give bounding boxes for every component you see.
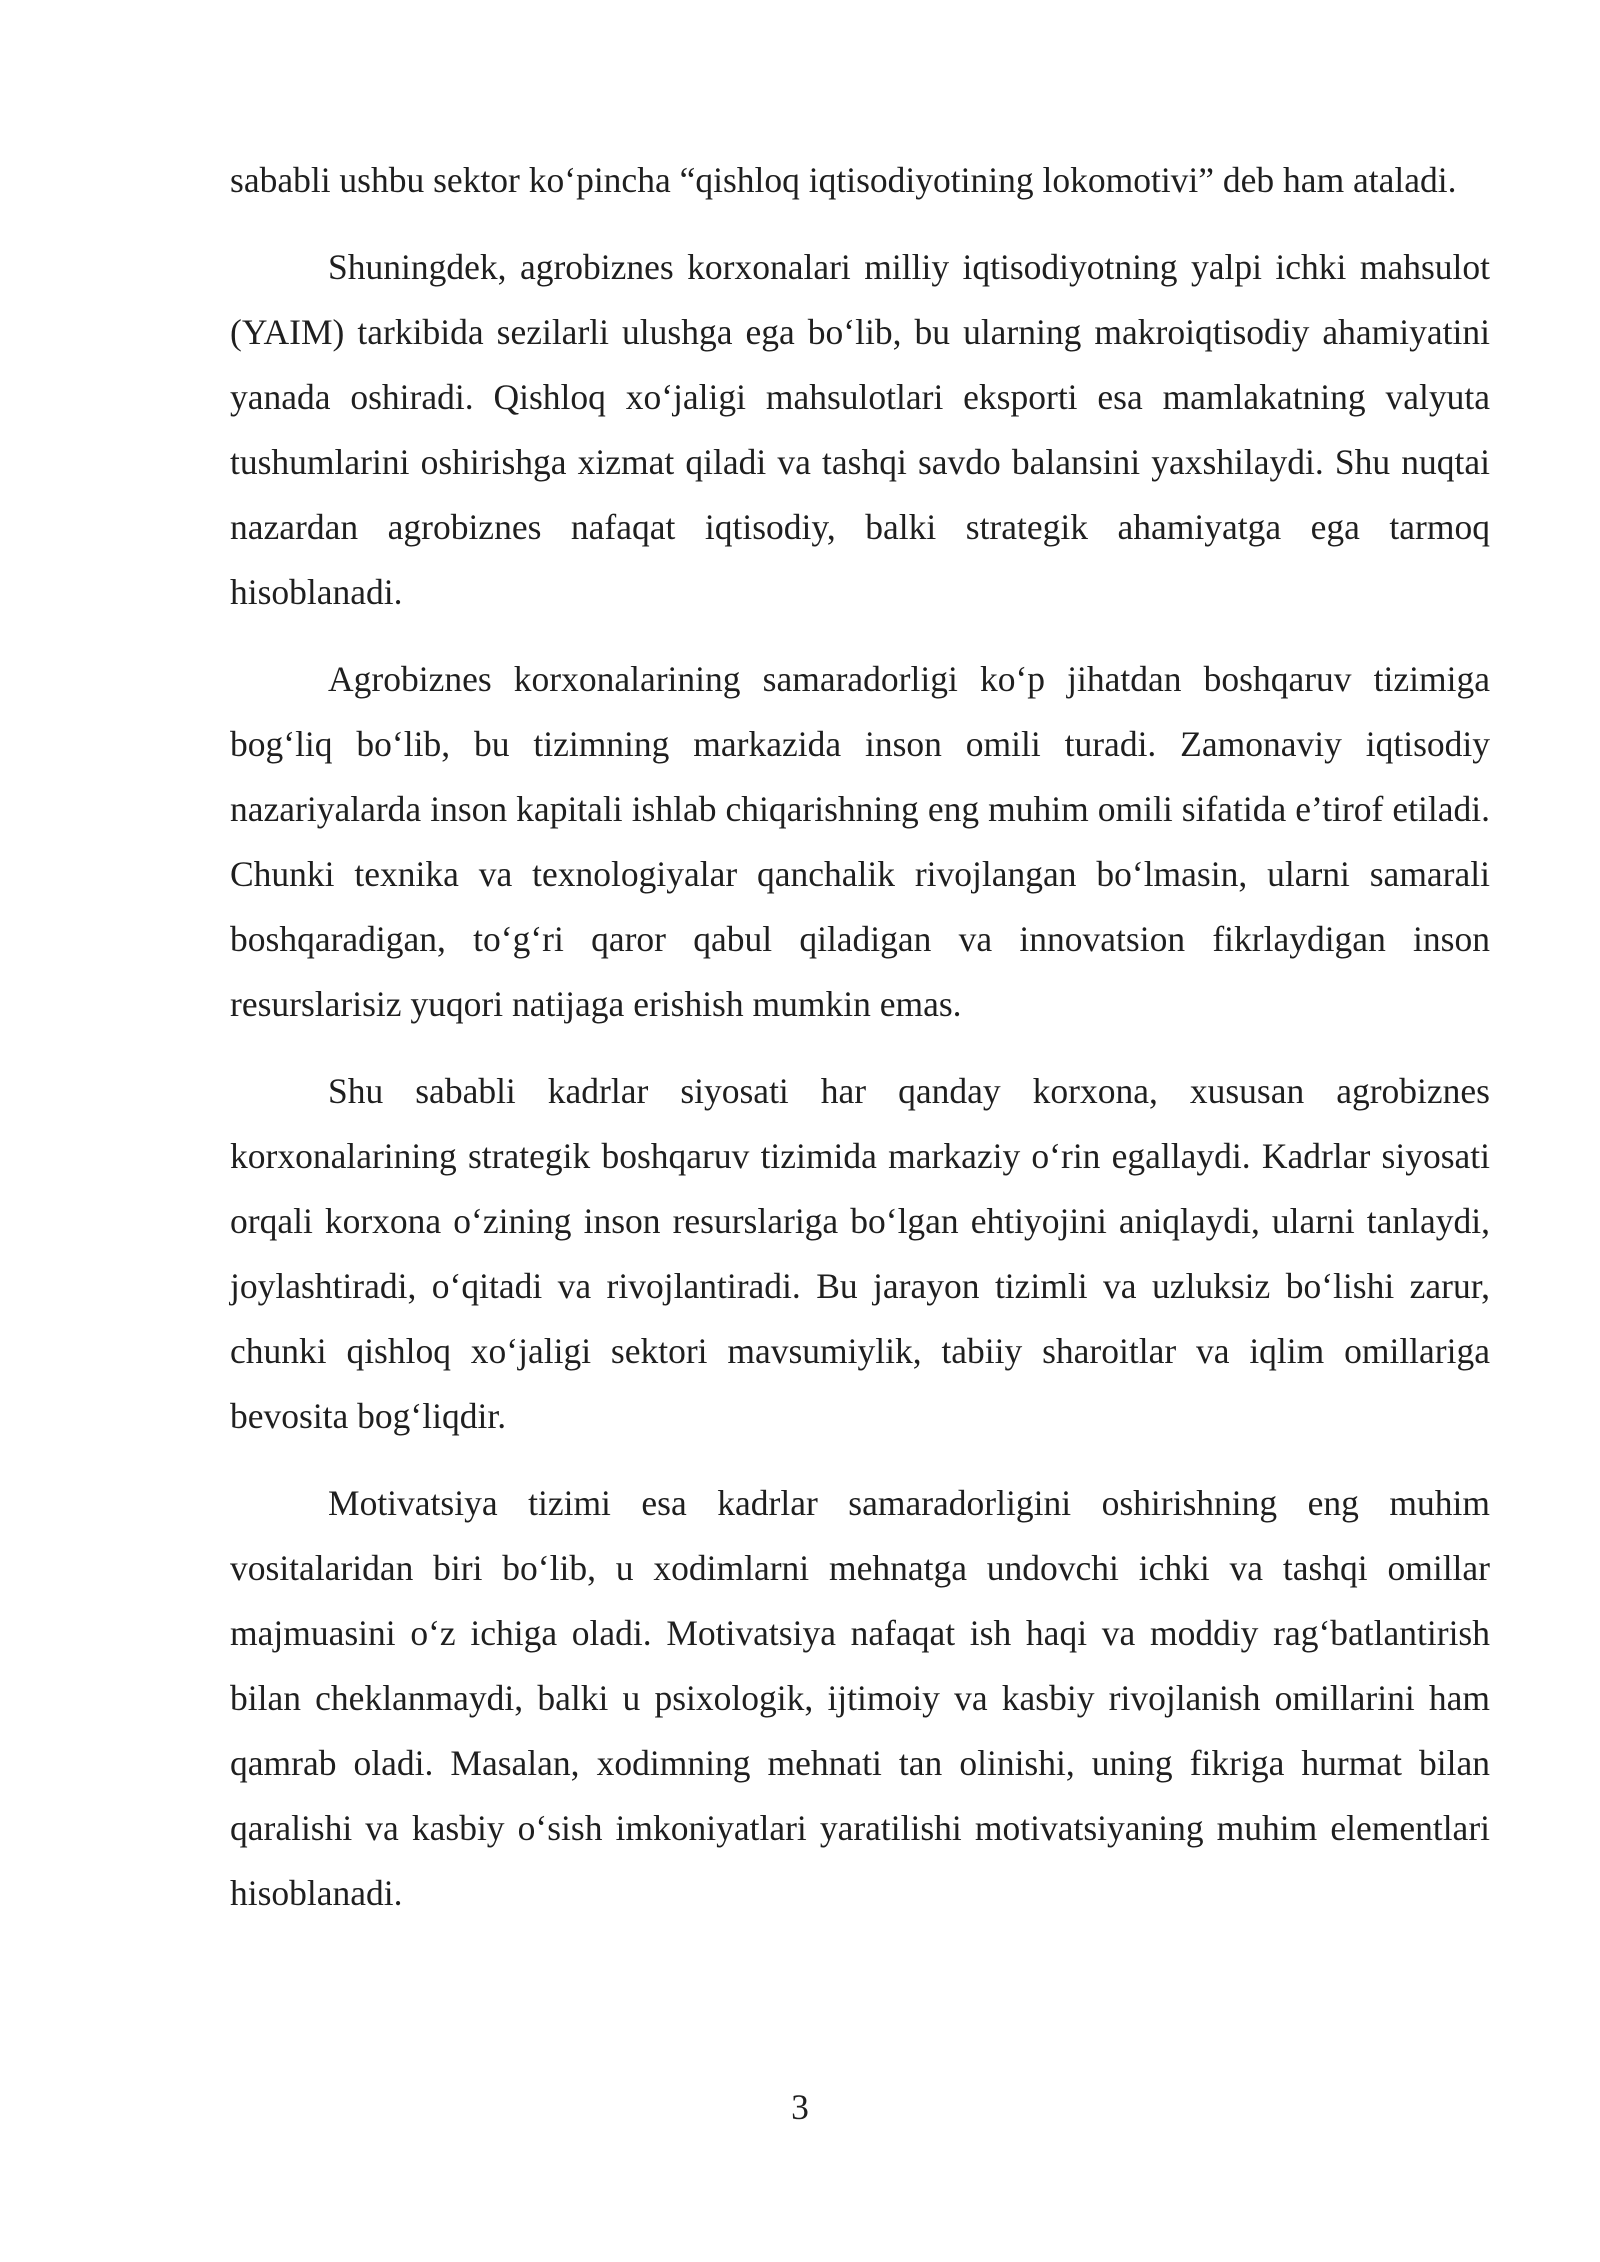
document-body — [230, 148, 1490, 1948]
paragraph-human-factor: Agrobiznes korxonalarining samaradorligi ko‘p jihatdan boshqaruv tizimiga bog‘liq bo‘lib, bu tizimning markazida inson omili turadi. Zamonaviy iqtisodiy nazariyalarda inson kapitali ishlab chiqarishning eng muhim omili sifatida e’tirof etiladi. Chunki texnika va texnologiyalar qanchalik rivojlangan bo‘lmasin, ularni samarali boshqaradigan, to‘g‘ri qaror qabul qiladigan va innovatsion fikrlaydigan inson resurslarisiz yuqori natijaga erishish mumkin emas. — [230, 659, 1490, 1024]
paragraph-personnel-policy: Shu sababli kadrlar siyosati har qanday korxona, xususan agrobiznes korxonalarining strategik boshqaruv tizimida markaziy o‘rin egallaydi. Kadrlar siyosati orqali korxona o‘zining inson resurslariga bo‘lgan ehtiyojini aniqlaydi, ularni tanlaydi, joylashtiradi, o‘qitadi va rivojlantiradi. Bu jarayon tizimli va uzluksiz bo‘lishi zarur, chunki qishloq xo‘jaligi sektori mavsumiylik, tabiiy sharoitlar va iqlim omillariga bevosita bog‘liqdir. — [230, 1071, 1490, 1436]
paragraph-motivation-system: Motivatsiya tizimi esa kadrlar samaradorligini oshirishning eng muhim vositalaridan biri bo‘lib, u xodimlarni mehnatga undovchi ichki va tashqi omillar majmuasini o‘z ichiga oladi. Motivatsiya nafaqat ish haqi va moddiy rag‘batlantirish bilan cheklanmaydi, balki u psixologik, ijtimoiy va kasbiy rivojlanish omillarini ham qamrab oladi. Masalan, xodimning mehnati tan olinishi, uning fikriga hurmat bilan qaralishi va kasbiy o‘sish imkoniyatlari yaratilishi motivatsiyaning muhim elementlari hisoblanadi. — [230, 1483, 1490, 1913]
paragraph-agribusiness-gdp: Shuningdek, agrobiznes korxonalari milliy iqtisodiyotning yalpi ichki mahsulot (YAIM) tarkibida sezilarli ulushga ega bo‘lib, bu ularning makroiqtisodiy ahamiyatini yanada oshiradi. Qishloq xo‘jaligi mahsulotlari eksporti esa mamlakatning valyuta tushumlarini oshirishga xizmat qiladi va tashqi savdo balansini yaxshilaydi. Shu nuqtai nazardan agrobiznes nafaqat iqtisodiy, balki strategik ahamiyatga ega tarmoq hisoblanadi. — [230, 247, 1490, 612]
paragraph-continuation: sababli ushbu sektor ko‘pincha “qishloq iqtisodiyotining lokomotivi” deb ham ataladi. — [230, 160, 1457, 200]
page-number: 3 — [791, 2087, 809, 2127]
